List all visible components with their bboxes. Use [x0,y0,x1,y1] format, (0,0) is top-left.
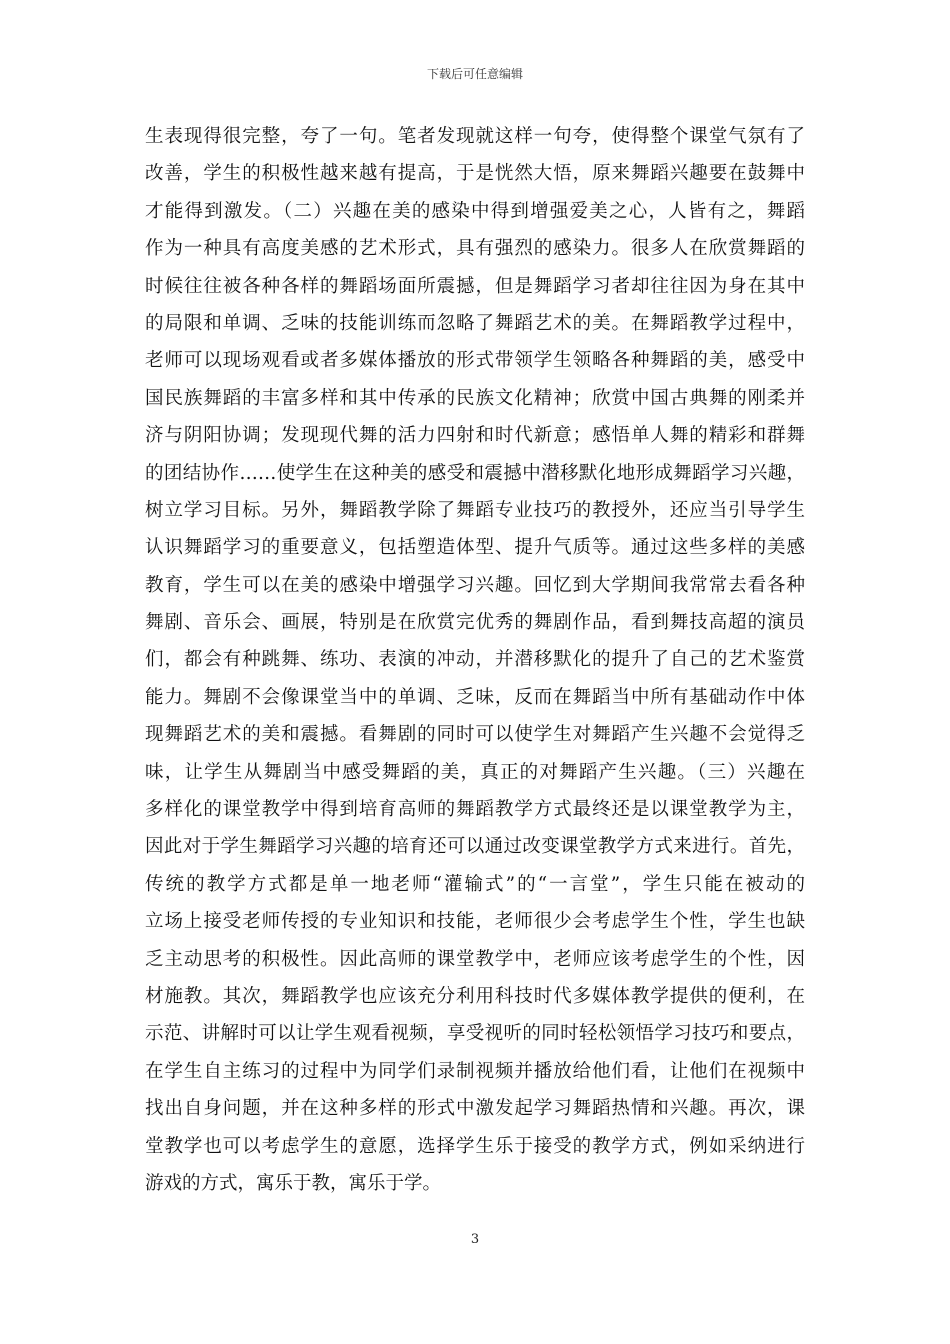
text-line: 在学生自主练习的过程中为同学们录制视频并播放给他们看，让他们在视频中 [145,1060,805,1082]
text-line: 老师可以现场观看或者多媒体播放的形式带领学生领略各种舞蹈的美，感受中 [145,350,805,372]
text-line: 味，让学生从舞剧当中感受舞蹈的美，真正的对舞蹈产生兴趣。（三）兴趣在 [145,761,805,783]
text-line: 的团结协作……使学生在这种美的感受和震撼中潜移默化地形成舞蹈学习兴趣， [145,462,805,484]
page-number: 3 [470,1232,480,1247]
text-line: 立场上接受老师传授的专业知识和技能，老师很少会考虑学生个性，学生也缺 [145,911,805,933]
text-line: 舞剧、音乐会、画展，特别是在欣赏完优秀的舞剧作品，看到舞技高超的演员 [145,612,805,634]
text-line: 传统的教学方式都是单一地老师“灌输式”的“一言堂”，学生只能在被动的 [145,873,805,895]
text-line: 多样化的课堂教学中得到培育高师的舞蹈教学方式最终还是以课堂教学为主， [145,799,805,821]
text-line: 乏主动思考的积极性。因此高师的课堂教学中，老师应该考虑学生的个性，因 [145,948,805,970]
text-line: 现舞蹈艺术的美和震撼。看舞剧的同时可以使学生对舞蹈产生兴趣不会觉得乏 [145,724,805,746]
text-line: 认识舞蹈学习的重要意义，包括塑造体型、提升气质等。通过这些多样的美感 [145,537,805,559]
text-line: 教育，学生可以在美的感染中增强学习兴趣。回忆到大学期间我常常去看各种 [145,574,805,596]
text-line: 的局限和单调、乏味的技能训练而忽略了舞蹈艺术的美。在舞蹈教学过程中， [145,312,805,334]
text-line: 游戏的方式，寓乐于教，寓乐于学。 [145,1172,442,1194]
body-text [145,118,805,1202]
text-line: 才能得到激发。（二）兴趣在美的感染中得到增强爱美之心，人皆有之，舞蹈 [145,200,805,222]
text-line: 示范、讲解时可以让学生观看视频，享受视听的同时轻松领悟学习技巧和要点， [145,1023,805,1045]
text-line: 们，都会有种跳舞、练功、表演的冲动，并潜移默化的提升了自己的艺术鉴赏 [145,649,805,671]
text-line: 改善，学生的积极性越来越有提高，于是恍然大悟，原来舞蹈兴趣要在鼓舞中 [145,163,805,185]
text-line: 树立学习目标。另外，舞蹈教学除了舞蹈专业技巧的教授外，还应当引导学生 [145,499,805,521]
text-line: 因此对于学生舞蹈学习兴趣的培育还可以通过改变课堂教学方式来进行。首先， [145,836,805,858]
text-line: 堂教学也可以考虑学生的意愿，选择学生乐于接受的教学方式，例如采纳进行 [145,1135,805,1157]
text-line: 作为一种具有高度美感的艺术形式，具有强烈的感染力。很多人在欣赏舞蹈的 [145,238,805,260]
text-line: 国民族舞蹈的丰富多样和其中传承的民族文化精神；欣赏中国古典舞的刚柔并 [145,387,805,409]
text-line: 找出自身问题，并在这种多样的形式中激发起学习舞蹈热情和兴趣。再次，课 [145,1098,805,1120]
text-line: 济与阴阳协调；发现现代舞的活力四射和时代新意；感悟单人舞的精彩和群舞 [145,425,805,447]
text-line: 能力。舞剧不会像课堂当中的单调、乏味，反而在舞蹈当中所有基础动作中体 [145,686,805,708]
page-header: 下载后可任意编辑 [426,67,523,81]
text-line: 材施教。其次，舞蹈教学也应该充分利用科技时代多媒体教学提供的便利，在 [145,985,805,1007]
text-line: 时候往往被各种各样的舞蹈场面所震撼，但是舞蹈学习者却往往因为身在其中 [145,275,805,297]
text-line: 生表现得很完整，夸了一句。笔者发现就这样一句夸，使得整个课堂气氛有了 [145,126,805,147]
